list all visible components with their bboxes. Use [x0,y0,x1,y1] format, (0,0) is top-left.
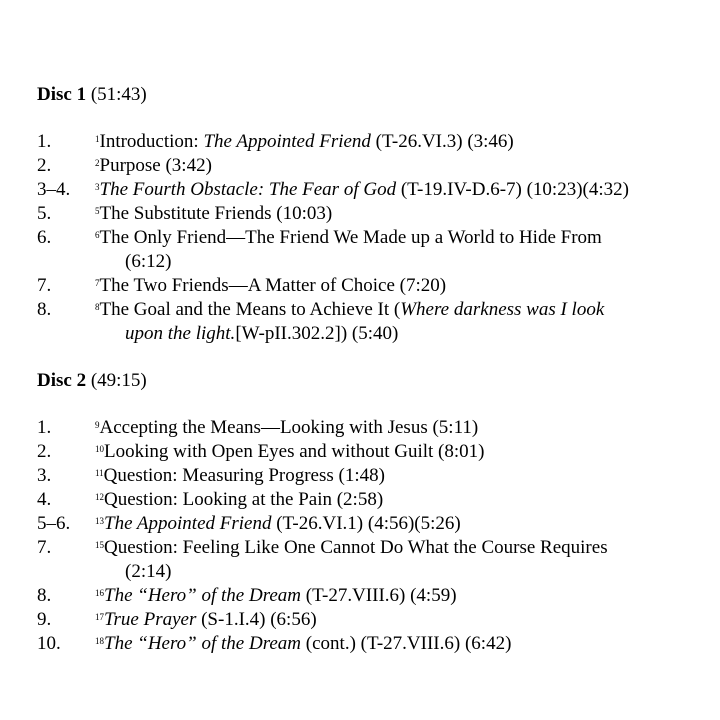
track-title [95,298,695,321]
track-ref: (T-26.VI.1) (4:56)(5:26) [271,513,461,534]
track-text: Purpose (3:42) [99,155,212,176]
track-title [95,226,695,249]
track-text: The Only Friend—The Friend We Made up a World to Hide From [99,227,602,248]
track-title [95,608,695,631]
track-superscript: 8 [95,302,100,312]
track-number: 8. [37,585,52,606]
track-superscript: 17 [95,612,104,622]
track-title [95,440,695,463]
track-superscript: 7 [95,278,100,288]
track-title [95,536,695,559]
track-number: 7. [37,537,52,558]
track-text: Introduction: [99,131,204,152]
track-superscript: 2 [95,158,100,168]
track-number: 2. [37,155,52,176]
track-ref: (S-1.I.4) (6:56) [196,609,317,630]
track-text: Looking with Open Eyes and without Guilt (8:01) [104,441,485,462]
track-title [95,178,695,201]
track-italic-title: The Fourth Obstacle: The Fear of God [99,179,397,200]
track-italic-title: The Appointed Friend [203,131,371,152]
track-continuation [125,322,398,345]
track-superscript: 10 [95,444,104,454]
track-number: 8. [37,299,52,320]
track-number: 3–4. [37,179,71,200]
disc-2-heading [37,370,147,392]
track-title [95,488,695,511]
track-title [95,274,695,297]
track-title [95,202,695,225]
track-superscript: 12 [95,492,104,502]
track-superscript: 16 [95,588,104,598]
track-number: 10. [37,633,61,654]
track-number: 5. [37,203,52,224]
track-ref: [W-pII.302.2]) (5:40) [235,323,399,344]
track-continuation: (2:14) [125,561,172,582]
track-number: 2. [37,441,52,462]
disc-1-duration: (51:43) [90,84,147,105]
track-text: Accepting the Means—Looking with Jesus (5:11) [99,417,479,438]
track-superscript: 6 [95,230,100,240]
track-superscript: 1 [95,134,100,144]
track-superscript: 11 [95,468,104,478]
track-superscript: 9 [95,420,100,430]
track-text: Question: Feeling Like One Cannot Do What the Course Requires [104,537,608,558]
track-text: The Substitute Friends (10:03) [99,203,333,224]
track-italic-title: upon the light. [125,323,236,344]
track-number: 7. [37,275,52,296]
track-superscript: 18 [95,636,104,646]
track-text: Question: Looking at the Pain (2:58) [104,489,384,510]
track-number: 5–6. [37,513,71,534]
track-title [95,512,695,535]
track-number: 1. [37,131,52,152]
track-italic-title: Where darkness was I look [400,299,605,320]
track-italic-title: The “Hero” of the Dream [104,633,302,654]
track-title [95,416,695,439]
disc-1-label: Disc 1 [37,84,87,105]
track-ref: (cont.) (T-27.VIII.6) (6:42) [301,633,512,654]
track-number: 4. [37,489,52,510]
track-number: 9. [37,609,52,630]
disc-2-duration: (49:15) [90,370,147,391]
track-italic-title: The “Hero” of the Dream [104,585,302,606]
track-title [95,464,695,487]
track-number: 6. [37,227,52,248]
track-italic-title: True Prayer [104,609,197,630]
track-superscript: 5 [95,206,100,216]
track-number: 1. [37,417,52,438]
track-continuation: (6:12) [125,251,172,272]
track-text: The Two Friends—A Matter of Choice (7:20) [99,275,447,296]
track-superscript: 3 [95,182,100,192]
disc-2-label: Disc 2 [37,370,87,391]
track-text: Question: Measuring Progress (1:48) [103,465,385,486]
track-title [95,154,695,177]
track-superscript: 15 [95,540,104,550]
track-title [95,584,695,607]
track-ref: (T-19.IV-D.6-7) (10:23)(4:32) [396,179,629,200]
track-text: The Goal and the Means to Achieve It ( [99,299,401,320]
track-title [95,632,695,655]
track-superscript: 13 [95,516,104,526]
track-italic-title: The Appointed Friend [104,513,272,534]
disc-1-heading [37,84,147,106]
track-ref: (T-26.VI.3) (3:46) [370,131,514,152]
track-ref: (T-27.VIII.6) (4:59) [301,585,457,606]
track-title [95,130,695,153]
track-number: 3. [37,465,52,486]
